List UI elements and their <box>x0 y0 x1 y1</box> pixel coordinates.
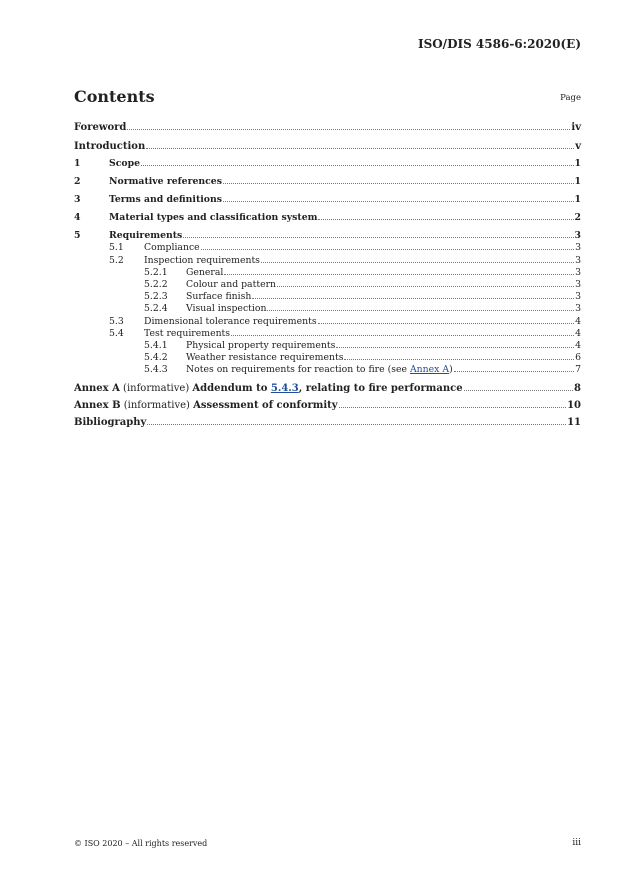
toc-entry-title: Requirements <box>109 230 183 242</box>
toc-entry-page: 4 <box>575 339 581 351</box>
annex-type: (informative) <box>120 399 194 411</box>
toc-entry-page: 10 <box>567 399 581 411</box>
toc-entry-page: 1 <box>574 157 581 169</box>
toc-entry-material-types[interactable] <box>74 211 581 223</box>
toc-entry-requirements[interactable] <box>74 229 581 241</box>
toc-entry-title: Test requirements <box>144 327 231 339</box>
toc-entry-title: Surface finish <box>186 291 252 303</box>
toc-entry-title-suffix: , relating to fire performance <box>298 382 463 394</box>
toc-entry-title: Normative references <box>109 175 222 187</box>
toc-entry-page: iv <box>571 122 581 133</box>
toc-entry-terms-and-definitions[interactable] <box>74 193 581 205</box>
toc-entry-title: Scope <box>109 157 140 169</box>
toc-entry-test-requirements[interactable] <box>74 327 581 339</box>
toc-entry-number: 5.2.4 <box>144 303 168 315</box>
toc-entry-title: Foreword <box>74 122 127 133</box>
toc-entry-title: Weather resistance requirements <box>186 352 344 364</box>
toc-entry-bibliography[interactable] <box>74 416 581 427</box>
toc-entry-compliance[interactable] <box>74 241 581 253</box>
toc-entry-annex-b[interactable] <box>74 399 581 410</box>
toc-entry-number: 5.2 <box>109 254 124 266</box>
toc-entry-page: 4 <box>575 327 581 339</box>
toc-entry-page: 2 <box>574 212 581 224</box>
toc-entry-physical-property[interactable] <box>74 339 581 351</box>
dot-leader <box>267 302 574 311</box>
toc-entry-normative-references[interactable] <box>74 175 581 187</box>
toc-entry-number: 5.1 <box>109 242 124 254</box>
copyright-notice: © ISO 2020 – All rights reserved <box>74 839 208 848</box>
dot-leader <box>223 175 574 184</box>
toc-entry-title <box>186 364 453 376</box>
toc-entry-general[interactable] <box>74 266 581 278</box>
toc-entry-title: Terms and definitions <box>109 193 222 205</box>
toc-entry-page: 11 <box>567 416 581 428</box>
toc-entry-inspection-requirements[interactable] <box>74 254 581 266</box>
dot-leader <box>146 140 574 149</box>
annex-label: Annex A <box>74 382 120 394</box>
dot-leader <box>339 399 566 408</box>
toc-entry-title: General <box>186 266 224 278</box>
toc-entry-number: 5.4.3 <box>144 364 168 376</box>
toc-entry-title: Colour and pattern <box>186 279 277 290</box>
contents-heading: Contents <box>74 87 155 106</box>
toc-entry-number: 1 <box>74 157 81 169</box>
toc-entry-title <box>74 383 463 394</box>
toc-entry-number: 5.4.2 <box>144 352 168 364</box>
toc-entry-number: 5.2.3 <box>144 291 168 303</box>
toc-entry-surface-finish[interactable] <box>74 290 581 302</box>
toc-entry-page: 3 <box>575 242 581 254</box>
toc-entry-annex-a[interactable] <box>74 382 581 393</box>
toc-entry-page: 7 <box>575 364 581 376</box>
toc-entry-page: 3 <box>575 266 581 278</box>
toc-entry-title-text: Addendum to <box>192 382 271 394</box>
dot-leader <box>344 351 574 360</box>
toc-entry-number: 2 <box>74 175 81 187</box>
toc-entry-title: Dimensional tolerance requirements <box>144 315 317 327</box>
toc-entry-title-suffix: ) <box>449 364 453 376</box>
toc-entry-page: 4 <box>575 315 581 327</box>
dot-leader <box>252 290 574 299</box>
dot-leader <box>261 254 574 263</box>
toc-entry-number: 5.3 <box>109 315 124 327</box>
page-number: iii <box>572 838 581 848</box>
dot-leader <box>147 416 566 425</box>
toc-entry-number: 5.2.2 <box>144 279 168 290</box>
dot-leader <box>464 382 573 391</box>
toc-entry-page: 3 <box>574 230 581 242</box>
toc-entry-number: 4 <box>74 212 81 224</box>
dot-leader <box>127 121 570 130</box>
dot-leader <box>141 157 574 166</box>
dot-leader <box>224 266 574 275</box>
dot-leader <box>454 363 574 372</box>
toc-entry-page: 1 <box>574 193 581 205</box>
toc-entry-dimensional-tolerance[interactable] <box>74 315 581 327</box>
toc-entry-number: 5.4.1 <box>144 339 168 351</box>
toc-entry-introduction[interactable] <box>74 140 581 151</box>
toc-entry-title <box>74 400 338 411</box>
toc-entry-colour-and-pattern[interactable] <box>74 278 581 290</box>
toc-entry-number: 5.4 <box>109 327 124 339</box>
toc-entry-page: 3 <box>575 291 581 303</box>
toc-entry-page: 3 <box>575 254 581 266</box>
dot-leader <box>201 241 574 250</box>
annex-label: Annex B <box>74 399 121 411</box>
document-id: ISO/DIS 4586-6:2020(E) <box>417 37 581 51</box>
toc-entry-title: Introduction <box>74 140 146 152</box>
toc-entry-reaction-to-fire[interactable] <box>74 363 581 375</box>
annex-type: (informative) <box>119 382 193 394</box>
annex-a-link[interactable]: Annex A <box>409 364 450 376</box>
dot-leader <box>183 229 573 238</box>
toc-entry-number: 5 <box>74 230 81 242</box>
dot-leader <box>318 211 573 220</box>
toc-entry-page: 6 <box>575 352 581 364</box>
toc-entry-visual-inspection[interactable] <box>74 302 581 314</box>
dot-leader <box>231 327 574 336</box>
toc-entry-title: Compliance <box>144 242 200 254</box>
toc-entry-title-text: Assessment of conformity <box>193 399 338 411</box>
toc-entry-title: Bibliography <box>74 416 147 428</box>
dot-leader <box>318 315 574 324</box>
toc-entry-page: v <box>575 140 581 152</box>
toc-entry-title: Material types and classification system <box>109 212 318 224</box>
toc-entry-title: Inspection requirements <box>144 254 260 266</box>
toc-entry-title: Physical property requirements <box>186 339 336 351</box>
toc-entry-page: 8 <box>574 382 581 394</box>
toc-entry-number: 3 <box>74 193 81 205</box>
toc-entry-number: 5.2.1 <box>144 266 168 278</box>
toc-entry-weather-resistance[interactable] <box>74 351 581 363</box>
page-column-label: Page <box>560 93 581 103</box>
dot-leader <box>277 278 574 287</box>
toc-entry-page: 1 <box>574 175 581 187</box>
toc-entry-foreword[interactable] <box>74 121 581 132</box>
dot-leader <box>336 339 574 348</box>
toc-entry-page: 3 <box>575 279 581 290</box>
section-5-4-3-link[interactable]: 5.4.3 <box>270 382 299 394</box>
toc-entry-page: 3 <box>575 303 581 315</box>
toc-entry-title-text: Notes on requirements for reaction to fire (see <box>186 364 410 376</box>
dot-leader <box>223 193 574 202</box>
table-of-contents <box>74 121 581 427</box>
toc-entry-title: Visual inspection <box>186 303 267 315</box>
toc-entry-scope[interactable] <box>74 157 581 169</box>
